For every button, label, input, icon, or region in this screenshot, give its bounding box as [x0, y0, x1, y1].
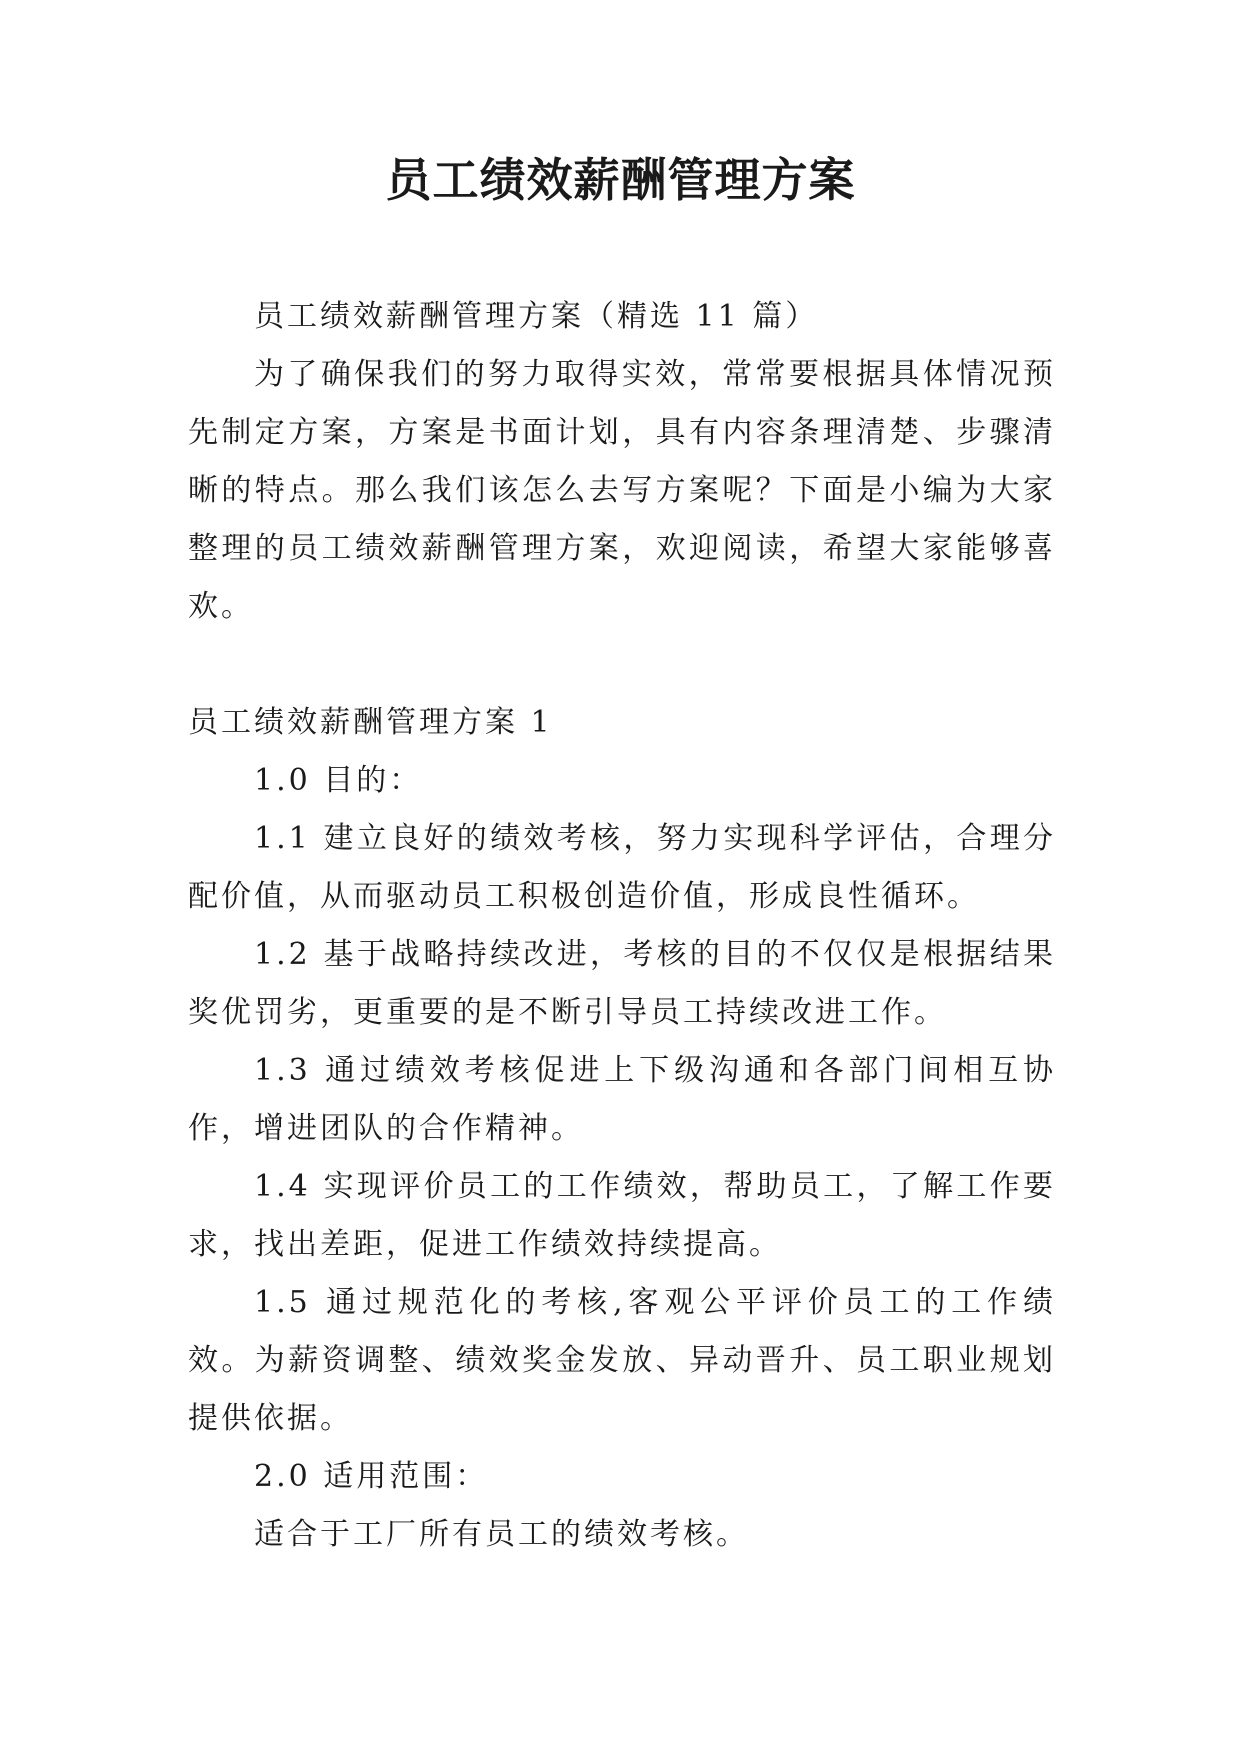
- paragraph-scope-text: 适合于工厂所有员工的绩效考核。: [254, 1517, 749, 1552]
- document-body: [188, 288, 1056, 1564]
- paragraph-1-5: 1.5 通过规范化的考核,客观公平评价员工的工作绩效。为薪资调整、绩效奖金发放、异动晋升、员工职业规划提供依据。: [188, 1285, 1056, 1436]
- document-title: 员工绩效薪酬管理方案: [385, 153, 856, 207]
- paragraph-1-4: 1.4 实现评价员工的工作绩效，帮助员工，了解工作要求，找出差距，促进工作绩效持续提高。: [188, 1169, 1056, 1262]
- paragraph-1-2: 1.2 基于战略持续改进，考核的目的不仅仅是根据结果奖优罚劣，更重要的是不断引导员工持续改进工作。: [188, 937, 1056, 1030]
- paragraph-1-3: 1.3 通过绩效考核促进上下级沟通和各部门间相互协作，增进团队的合作精神。: [188, 1053, 1056, 1146]
- paragraph-purpose-heading: 1.0 目的：: [254, 763, 423, 798]
- paragraph-1-1: 1.1 建立良好的绩效考核，努力实现科学评估，合理分配价值，从而驱动员工积极创造价值，形成良性循环。: [188, 821, 1056, 914]
- section-heading: 员工绩效薪酬管理方案 1: [188, 705, 553, 740]
- intro-paragraph: 为了确保我们的努力取得实效，常常要根据具体情况预先制定方案，方案是书面计划，具有内容条理清楚、步骤清晰的特点。那么我们该怎么去写方案呢？下面是小编为大家整理的员工绩效薪酬管理方案，欢迎阅读，希望大家能够喜欢。: [188, 357, 1056, 624]
- paragraph-scope-heading: 2.0 适用范围：: [254, 1459, 489, 1494]
- subtitle-line: 员工绩效薪酬管理方案（精选 11 篇）: [254, 299, 819, 334]
